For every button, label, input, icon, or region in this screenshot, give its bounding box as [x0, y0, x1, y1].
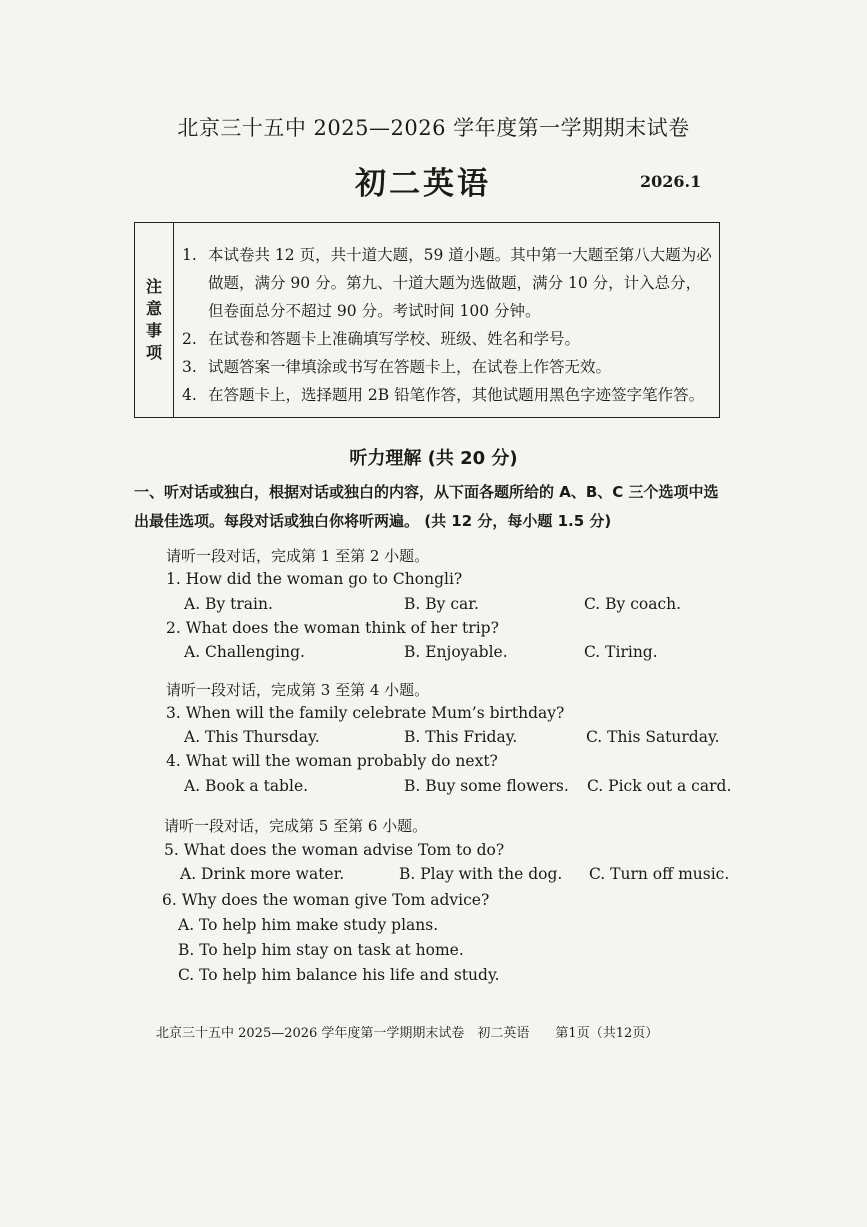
subject-title: 初二英语	[355, 166, 491, 202]
question: 1. How did the woman go to Chongli?	[166, 570, 463, 588]
question: 6. Why does the woman give Tom advice?	[162, 891, 490, 909]
option-c: C. Tiring.	[584, 643, 658, 661]
option-c: C. Turn off music.	[589, 865, 730, 883]
question: 5. What does the woman advise Tom to do?	[164, 841, 505, 859]
page-footer: 北京三十五中 2025—2026 学年度第一学期期末试卷 初二英语 第1页（共12页）	[156, 1026, 659, 1041]
exam-date: 2026.1	[640, 172, 702, 191]
notice-item-number: 3.	[182, 358, 197, 376]
notice-item	[182, 381, 713, 409]
option-c: C. To help him balance his life and study.	[178, 966, 500, 984]
notice-label-char: 意	[145, 299, 162, 318]
question: 3. When will the family celebrate Mum’s birthday?	[166, 704, 565, 722]
option-a: A. This Thursday.	[184, 728, 320, 746]
notice-label-char: 事	[145, 321, 162, 340]
notice-item-text: 本试卷共 12 页，共十道大题，59 道小题。其中第一大题至第八大题为必做题，满分 90 分。第九、十道大题为选做题，满分 10 分，计入总分，但卷面总分不超过 90 分。考试时间 100 分钟。	[208, 246, 712, 320]
notice-label-char: 项	[145, 343, 162, 362]
option-a: A. Challenging.	[184, 643, 305, 661]
option-a: A. Drink more water.	[180, 865, 345, 883]
section-title: 听力理解 (共 20 分)	[349, 448, 518, 469]
option-b: B. By car.	[404, 595, 479, 613]
option-b: B. To help him stay on task at home.	[178, 941, 464, 959]
notice-item-text: 在试卷和答题卡上准确填写学校、班级、姓名和学号。	[208, 330, 581, 348]
notice-label	[135, 223, 174, 417]
option-b: B. Buy some flowers.	[404, 777, 569, 795]
notice-label-char: 注	[145, 277, 162, 296]
group-prompt: 请听一段对话，完成第 1 至第 2 小题。	[166, 547, 430, 565]
group-prompt: 请听一段对话，完成第 3 至第 4 小题。	[166, 681, 430, 699]
option-a: A. By train.	[184, 595, 273, 613]
option-c: C. This Saturday.	[586, 728, 720, 746]
option-b: B. This Friday.	[404, 728, 518, 746]
option-c: C. By coach.	[584, 595, 682, 613]
section-instruction: 一、听对话或独白，根据对话或独白的内容，从下面各题所给的 A、B、C 三个选项中选	[134, 483, 719, 501]
option-c: C. Pick out a card.	[587, 777, 732, 795]
exam-title: 北京三十五中 2025—2026 学年度第一学期期末试卷	[177, 116, 690, 140]
question: 2. What does the woman think of her trip?	[166, 619, 499, 637]
question: 4. What will the woman probably do next?	[166, 752, 498, 770]
notice-item-text: 试题答案一律填涂或书写在答题卡上，在试卷上作答无效。	[208, 358, 612, 376]
notice-item	[182, 241, 713, 325]
option-a: A. Book a table.	[184, 777, 309, 795]
option-b: B. Play with the dog.	[399, 865, 563, 883]
notice-list	[174, 223, 719, 417]
notice-box	[134, 222, 720, 418]
option-b: B. Enjoyable.	[404, 643, 508, 661]
notice-item-number: 4.	[182, 386, 197, 404]
notice-item-number: 2.	[182, 330, 197, 348]
notice-item-number: 1.	[182, 246, 197, 264]
section-instruction: 出最佳选项。每段对话或独白你将听两遍。 (共 12 分，每小题 1.5 分)	[134, 512, 612, 530]
option-a: A. To help him make study plans.	[178, 916, 439, 934]
notice-item	[182, 353, 713, 381]
notice-item	[182, 325, 713, 353]
group-prompt: 请听一段对话，完成第 5 至第 6 小题。	[164, 817, 428, 835]
notice-item-text: 在答题卡上，选择题用 2B 铅笔作答，其他试题用黑色字迹签字笔作答。	[208, 386, 705, 404]
